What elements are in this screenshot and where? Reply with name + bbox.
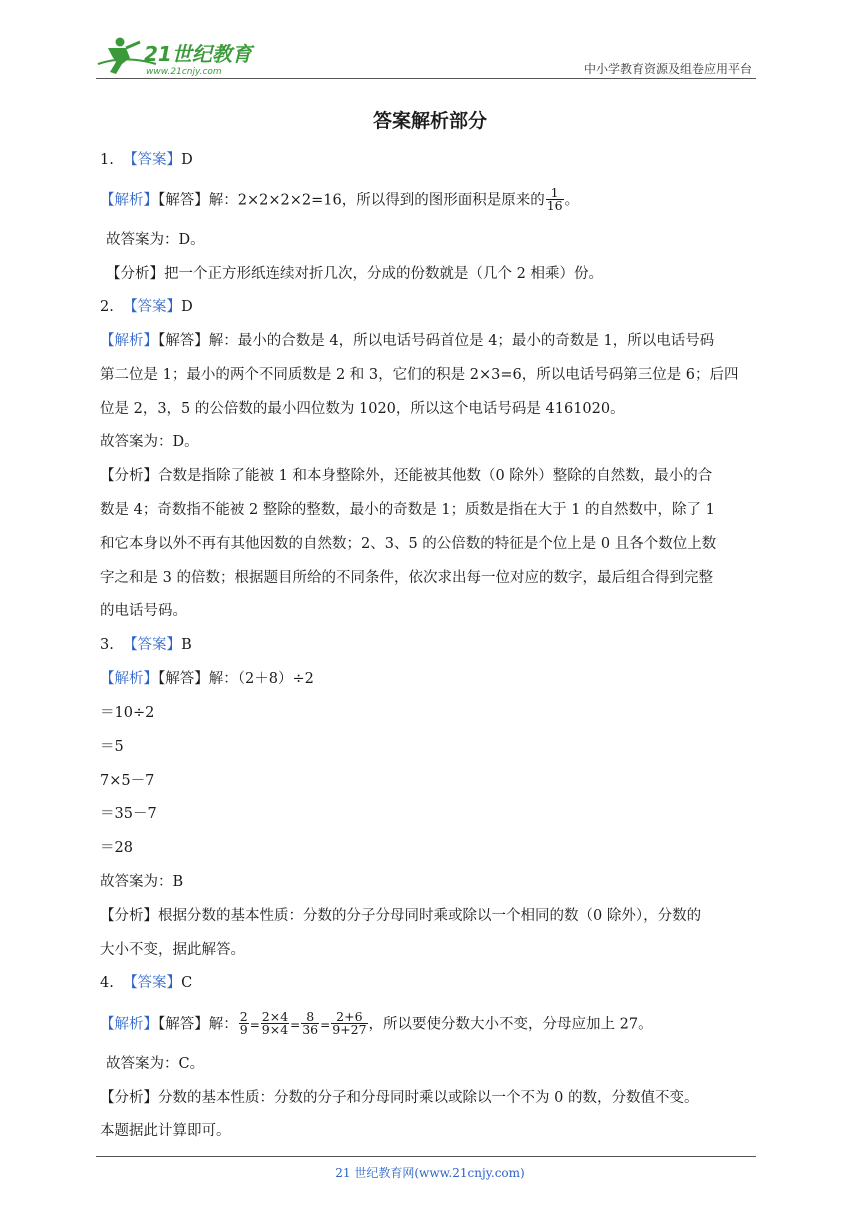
q2-answer-line (100, 297, 760, 317)
q4-fraction-4-numerator: 2+6 (331, 1011, 367, 1024)
q2-analysis-5: 的电话号码。 (100, 603, 187, 619)
q2-solution-line-2: 第二位是 1；最小的两个不同质数是 2 和 3，它们的积是 2×3=6，所以电话号码第三位是 6；后四 (100, 367, 739, 383)
q3-answer-line (100, 635, 760, 655)
page-header (96, 30, 756, 82)
q3-number: 3. (100, 637, 114, 653)
q3-answer-tag: 【答案】 (123, 637, 182, 653)
q3-conclusion: 故答案为：B (100, 874, 184, 890)
q3-jiexi-tag: 【解析】 (100, 671, 158, 687)
logo-text: 21世纪教育 (144, 42, 252, 66)
q4-fraction-3 (301, 1011, 319, 1036)
q4-fraction-2-denominator: 9×4 (261, 1022, 289, 1037)
q4-fraction-1 (239, 1011, 249, 1036)
q3-step-5: ＝35－7 (100, 806, 157, 822)
q1-fraction-numerator: 1 (546, 187, 564, 200)
q1-fraction-denominator: 16 (546, 198, 563, 213)
q4-analysis-2: 本题据此计算即可。 (100, 1123, 231, 1139)
q4-solution-suffix: ，所以要使分数大小不变，分母应加上 27。 (368, 1016, 653, 1033)
q3-solution-line (100, 669, 760, 689)
q2-jieda-tag: 【解答】 (158, 333, 209, 349)
q2-analysis-2: 数是 4；奇数指不能被 2 整除的整数，最小的奇数是 1；质数是指在大于 1 的自然数中，除了 1 (100, 502, 715, 518)
q1-answer-tag: 【答案】 (123, 152, 182, 168)
q2-analysis-4: 字之和是 3 的倍数；根据题目所给的不同条件，依次求出每一位对应的数字，最后组合得到完整 (100, 570, 713, 586)
21cnjy-logo (96, 34, 266, 78)
site-name: 中小学教育资源及组卷应用平台 (583, 62, 752, 76)
q3-analysis-1: 【分析】根据分数的基本性质：分数的分子分母同时乘或除以一个相同的数（0 除外），分数的 (100, 908, 702, 924)
q1-jiexi-tag: 【解析】 (100, 192, 158, 209)
q4-conclusion: 故答案为：C。 (106, 1056, 205, 1072)
q1-answer: D (181, 152, 193, 168)
q3-jieda-tag: 【解答】 (158, 671, 209, 687)
q4-analysis-1: 【分析】分数的基本性质：分数的分子和分母同时乘以或除以一个不为 0 的数，分数值不变。 (100, 1090, 699, 1106)
q4-fraction-3-denominator: 36 (302, 1022, 319, 1037)
header-divider (96, 78, 756, 79)
q2-number: 2. (100, 299, 114, 315)
q3-step-1: 解：（2＋8）÷2 (208, 671, 314, 687)
q3-analysis-2: 大小不变，据此解答。 (100, 942, 245, 958)
q3-step-3: ＝5 (100, 739, 124, 755)
q4-number: 4. (100, 975, 114, 991)
q4-jieda-tag: 【解答】 (158, 1016, 209, 1033)
q2-analysis-3: 和它本身以外不再有其他因数的自然数；2、3、5 的公倍数的特征是个位上是 0 且各个数位上数 (100, 536, 717, 552)
q4-equals-3: = (320, 1017, 331, 1032)
q3-step-6: ＝28 (100, 840, 133, 856)
footer-divider (96, 1156, 756, 1157)
q1-solution-line (100, 185, 760, 213)
q1-solution-text: 解：2×2×2×2=16，所以得到的图形面积是原来的 (208, 192, 545, 209)
q3-step-4: 7×5－7 (100, 773, 155, 789)
q1-solution-end: 。 (564, 192, 580, 209)
q4-fraction-4-denominator: 9+27 (332, 1022, 367, 1037)
q2-answer-tag: 【答案】 (123, 299, 182, 315)
q4-answer-line (100, 973, 760, 993)
q1-fraction (546, 187, 564, 212)
q4-jiexi-tag: 【解析】 (100, 1016, 158, 1033)
logo-url: www.21cnjy.com (146, 67, 222, 77)
q4-fraction-4 (331, 1011, 367, 1036)
q4-equals-2: = (290, 1017, 301, 1032)
q2-solution-line-1 (100, 331, 760, 351)
q4-answer: C (181, 975, 193, 991)
q2-answer: D (181, 299, 193, 315)
q2-conclusion: 故答案为：D。 (100, 434, 199, 450)
q1-analysis: 【分析】把一个正方形纸连续对折几次，分成的份数就是（几个 2 相乘）份。 (106, 266, 603, 282)
page-title: 答案解析部分 (372, 110, 487, 132)
q4-solution-line (100, 1009, 760, 1037)
q3-answer: B (181, 637, 192, 653)
q1-number: 1. (100, 152, 114, 168)
q2-jiexi-tag: 【解析】 (100, 333, 158, 349)
q4-solution-prefix: 解： (208, 1016, 238, 1033)
q4-fraction-1-numerator: 2 (239, 1009, 248, 1024)
q4-fraction-1-denominator: 9 (239, 1022, 248, 1037)
q3-step-2: ＝10÷2 (100, 705, 155, 721)
q4-equals-1: = (249, 1017, 260, 1032)
q4-fraction-2 (261, 1011, 289, 1036)
q2-solution-line-3: 位是 2，3，5 的公倍数的最小四位数为 1020，所以这个电话号码是 4161020。 (100, 401, 625, 417)
q1-answer-line (100, 150, 760, 170)
footer-link[interactable]: 21 世纪教育网(www.21cnjy.com) (335, 1166, 525, 1180)
q2-solution-text-1: 解：最小的合数是 4，所以电话号码首位是 4；最小的奇数是 1，所以电话号码 (208, 333, 715, 349)
q4-fraction-3-numerator: 8 (301, 1011, 319, 1024)
q1-jieda-tag: 【解答】 (158, 192, 209, 209)
q2-analysis-1: 【分析】合数是指除了能被 1 和本身整除外，还能被其他数（0 除外）整除的自然数，最小的合 (100, 468, 713, 484)
q4-answer-tag: 【答案】 (123, 975, 182, 991)
q1-conclusion: 故答案为：D。 (106, 232, 205, 248)
q4-fraction-2-numerator: 2×4 (261, 1009, 289, 1024)
